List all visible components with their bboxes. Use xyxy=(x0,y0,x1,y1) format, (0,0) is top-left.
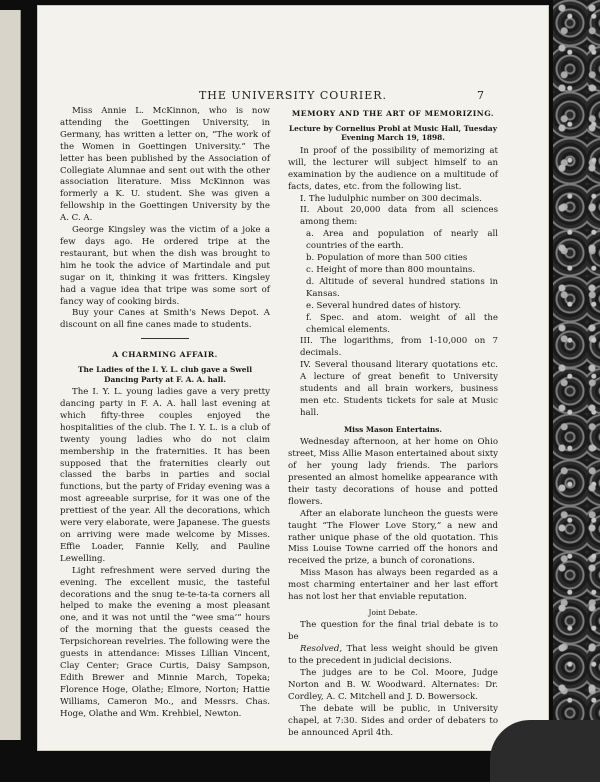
debate-public-paragraph: The debate will be public, in University chapel, at 7:30. Sides and order of debaters to be announced April 4th. xyxy=(288,703,498,738)
canes-ad-paragraph: Buy your Canes at Smith's News Depot. A discount on all fine canes made to students. xyxy=(60,308,270,331)
left-column xyxy=(60,106,270,721)
kingsley-paragraph: George Kingsley was the victim of a joke a few days ago. He ordered tripe at the restaurant, but when the dish was brought to him he took the advice of Martindale and put sugar on it, thinking it was fritters. Kingsley had a vague idea that tripe was some sort of fancy way of cooking birds. xyxy=(60,225,270,307)
facing-page-edge xyxy=(0,10,21,740)
list-item: II. About 20,000 data from all sciences among them: xyxy=(300,205,498,228)
list-item: b. Population of more than 500 cities xyxy=(306,253,468,264)
resolved-text: That less weight should be given to the precedent in judicial decisions. xyxy=(288,644,498,667)
right-column xyxy=(288,106,498,740)
marbled-endpaper xyxy=(553,0,600,782)
list-item: d. Altitude of several hundred stations in Kansas. xyxy=(306,276,498,299)
list-item: e. Several hundred dates of history. xyxy=(306,300,461,311)
refreshments-paragraph: Light refreshment were served during the evening. The excellent music, the tasteful decorations and the snug te-te-ta-ta corners all helped to make the evening a most pleasant one, and it was not until the “wee sma’” hours of the morning that the guests ceased the Terpsichorean revelries. The following were the guests in attendance: Misses Lillian Vincent, Clay Center; Grace Curtis, Daisy Sampson, Edith Brewer and Minnie March, Topeka; Florence Hoge, Olathe; Elmore, Norton; Hattie Williams, Cameron Mo., and Messrs. Chas. Hoge, Olathe and Wm. Krehbiel, Newton. xyxy=(60,565,270,719)
list-item: f. Spec. and atom. weight of all the chemical elements. xyxy=(306,312,498,335)
article-subheading: Lecture by Cornelius Probl at Music Hall, Tuesday Evening March 19, 1898. xyxy=(288,123,498,143)
newspaper-page xyxy=(38,6,548,750)
resolved-label: Resolved, xyxy=(300,644,343,655)
article-subheading: Miss Mason Entertains. xyxy=(343,424,443,434)
list-item: I. The ludulphic number on 300 decimals. xyxy=(300,193,482,204)
list-item: a. Area and population of nearly all countries of the earth. xyxy=(306,229,498,252)
article-heading: A CHARMING AFFAIR. xyxy=(112,350,218,360)
scanner-thumb xyxy=(490,720,600,782)
list-item: IV. Several thousand literary quotations etc. A lecture of great benefit to University students and all brain workers, business men etc. Students tickets for sale at Music hall. xyxy=(300,360,498,418)
debate-question-paragraph: The question for the final trial debate is to be xyxy=(288,620,498,643)
mason-paragraph: Wednesday afternoon, at her home on Ohio street, Miss Allie Mason entertained about sixty of her young lady friends. The parlors presented an almost homelike appearance with their tasty decorations of house and potted flowers. xyxy=(288,437,498,507)
resolved-paragraph xyxy=(288,644,498,668)
lecture-intro-paragraph: In proof of the possibility of memorizing at will, the lecturer will subject himself to an examination by the audience on a multitude of facts, dates, etc. from the following list. xyxy=(288,145,498,192)
reputation-paragraph: Miss Mason has always been regarded as a most charming entertainer and her last effort has not lost her that enviable reputation. xyxy=(288,568,498,603)
section-divider xyxy=(141,338,189,339)
article-subheading: The Ladies of the I. Y. L. club gave a Swell Dancing Party at F. A. A. hall. xyxy=(77,365,253,384)
page-number: 7 xyxy=(477,89,485,102)
article-subheading: Joint Debate. xyxy=(368,607,418,617)
list-item: c. Height of more than 800 mountains. xyxy=(306,264,476,275)
dancing-party-paragraph: The I. Y. L. young ladies gave a very pretty dancing party in F. A. A. hall last evening at which fifty-three couples enjoyed the hospitalities of the club. The I. Y. L. is a club of twenty young ladies who do not claim membership in the fraternities. It has been supposed that the fraternities clearly out classed the barbs in parties and social functions, but the party of Friday evening was a most agreeable surprise, for it was one of the prettiest of the year. All the decorations, which were very elaborate, were Japanese. The guests on arriving were made welcome by Misses. Effie Loader, Fannie Kelly, and Pauline Lewelling. xyxy=(60,387,270,564)
judges-paragraph: The judges are to be Col. Moore, Judge Norton and B. W. Woodward. Alternates: Dr. Cordley, A. C. Mitchell and J. D. Bowersock. xyxy=(288,668,498,702)
article-heading: MEMORY AND THE ART OF MEMORIZING. xyxy=(291,109,495,118)
running-title: THE UNIVERSITY COURIER. xyxy=(198,89,388,102)
luncheon-paragraph: After an elaborate luncheon the guests were taught “The Flower Love Story,” a new and rather unique phase of the old quotation. This Miss Louise Towne carried off the honors and received the prize, a bunch of coronations. xyxy=(288,508,498,567)
mckinnon-paragraph: Miss Annie L. McKinnon, who is now attending the Goettingen University, in Germany, has written a letter on, “The work of the Women in Goettingen University.” The letter has been published by the Association of Collegiate Alumnae and sent out with the other association literature. Miss McKinnon was formerly a K. U. student. She was given a fellowship in the Goettingen University by the A. C. A. xyxy=(60,106,270,224)
list-item: III. The logarithms, from 1-10,000 on 7 decimals. xyxy=(300,336,498,359)
